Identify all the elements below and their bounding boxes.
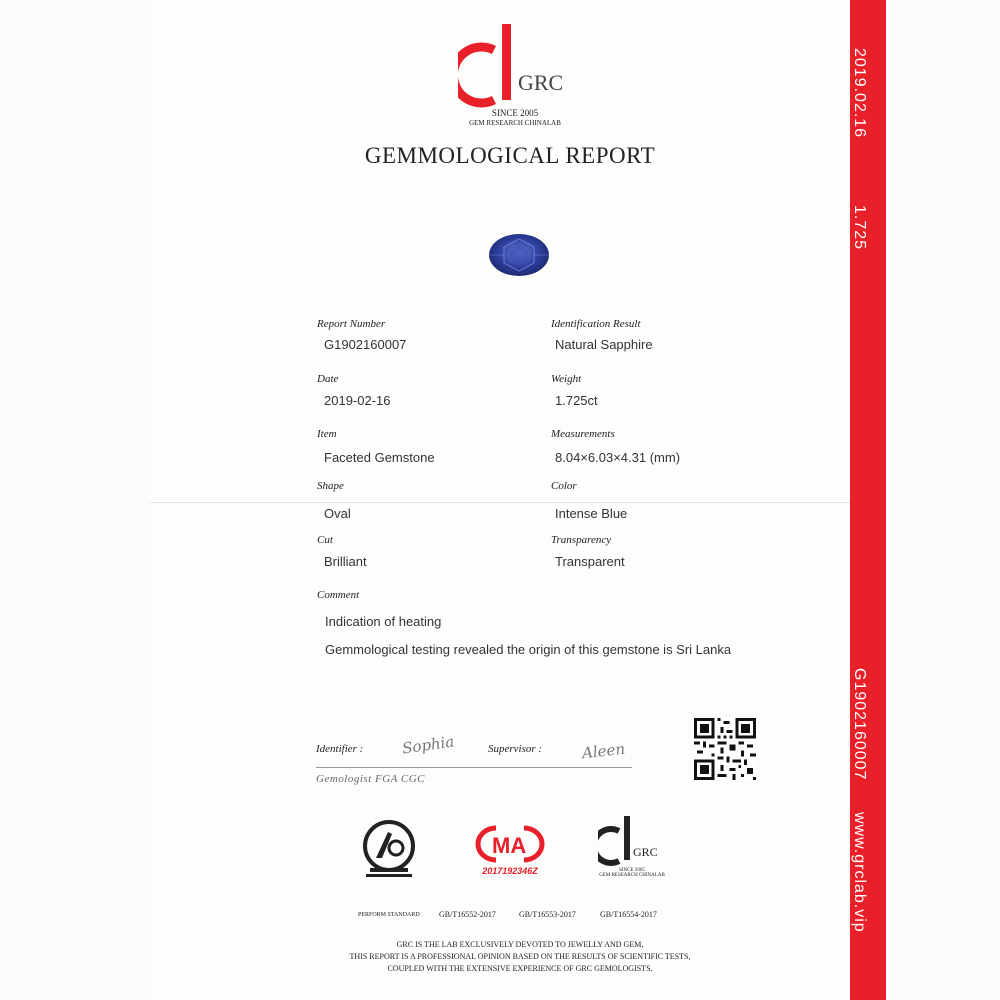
comment-line-2: Gemmological testing revealed the origin of this gemstone is Sri Lanka bbox=[325, 642, 732, 657]
logo-since: SINCE 2005 bbox=[491, 108, 539, 118]
standard-item: GB/T16552-2017 bbox=[439, 910, 496, 919]
item-label: Item bbox=[317, 428, 337, 440]
identification-result-label: Identification Result bbox=[551, 318, 641, 330]
cut-value: Brilliant bbox=[324, 554, 367, 569]
cut-label: Cut bbox=[317, 534, 333, 546]
color-value: Intense Blue bbox=[555, 506, 628, 521]
footer-line-3: COUPLED WITH THE EXTENSIVE EXPERIENCE OF GRC GEMOLOGISTS. bbox=[387, 964, 653, 973]
shape-value: Oval bbox=[324, 506, 351, 521]
comment-label: Comment bbox=[317, 589, 360, 601]
identification-result-value: Natural Sapphire bbox=[555, 337, 653, 352]
signature-line bbox=[316, 767, 632, 768]
report-title: GEMMOLOGICAL REPORT bbox=[364, 143, 656, 168]
band-report-number: G1902160007 bbox=[851, 668, 868, 781]
grc-small-since: SINCE 2005 GEM RESEARCH CHINALAB bbox=[599, 868, 665, 878]
gemologist-credentials: Gemologist FGA CGC bbox=[316, 773, 426, 785]
standard-item: GB/T16554-2017 bbox=[600, 910, 657, 919]
cma-seal-icon bbox=[474, 824, 546, 864]
color-label: Color bbox=[551, 480, 577, 492]
fold-line bbox=[150, 502, 850, 503]
logo-lab-name: GEM RESEARCH CHINALAB bbox=[469, 119, 561, 127]
date-value: 2019-02-16 bbox=[324, 393, 391, 408]
report-number-value: G1902160007 bbox=[324, 337, 407, 352]
footer-line-1: GRC IS THE LAB EXCLUSIVELY DEVOTED TO JEWELLY AND GEM, bbox=[396, 940, 644, 949]
qr-code-icon bbox=[694, 718, 756, 780]
weight-label: Weight bbox=[551, 373, 582, 385]
transparency-label: Transparency bbox=[551, 534, 612, 546]
cma-text: MA bbox=[492, 833, 527, 858]
band-weight: 1.725 bbox=[851, 205, 868, 251]
supervisor-signature: Aleen bbox=[581, 739, 626, 763]
measurements-value: 8.04×6.03×4.31 (mm) bbox=[555, 450, 681, 465]
transparency-value: Transparent bbox=[555, 554, 625, 569]
band-date: 2019.02.16 bbox=[851, 48, 868, 139]
standard-item: GB/T16553-2017 bbox=[519, 910, 576, 919]
shape-label: Shape bbox=[317, 480, 344, 492]
identifier-signature: Sophia bbox=[401, 732, 456, 758]
footer-line-2: THIS REPORT IS A PROFESSIONAL OPINION BASED ON THE RESULTS OF SCIENTIFIC TESTS, bbox=[349, 952, 691, 961]
weight-value: 1.725ct bbox=[555, 393, 598, 408]
sapphire-gem-icon bbox=[488, 233, 550, 277]
report-number-label: Report Number bbox=[317, 318, 386, 330]
identifier-label: Identifier : bbox=[316, 743, 364, 755]
grc-small-brand: GRC bbox=[633, 845, 658, 859]
supervisor-label: Supervisor : bbox=[488, 743, 543, 755]
band-website: www.grclab.vip bbox=[851, 812, 868, 933]
measurements-label: Measurements bbox=[551, 428, 615, 440]
grc-small-logo-icon bbox=[598, 814, 668, 870]
date-label: Date bbox=[317, 373, 339, 385]
item-value: Faceted Gemstone bbox=[324, 450, 435, 465]
perform-standard-label: PERFORM STANDARD bbox=[358, 912, 420, 918]
comment-line-1: Indication of heating bbox=[325, 614, 442, 629]
logo-brand-text: GRC bbox=[518, 70, 564, 95]
cma-number: 2017192346Z bbox=[482, 866, 538, 876]
inspection-seal-icon bbox=[358, 818, 420, 880]
